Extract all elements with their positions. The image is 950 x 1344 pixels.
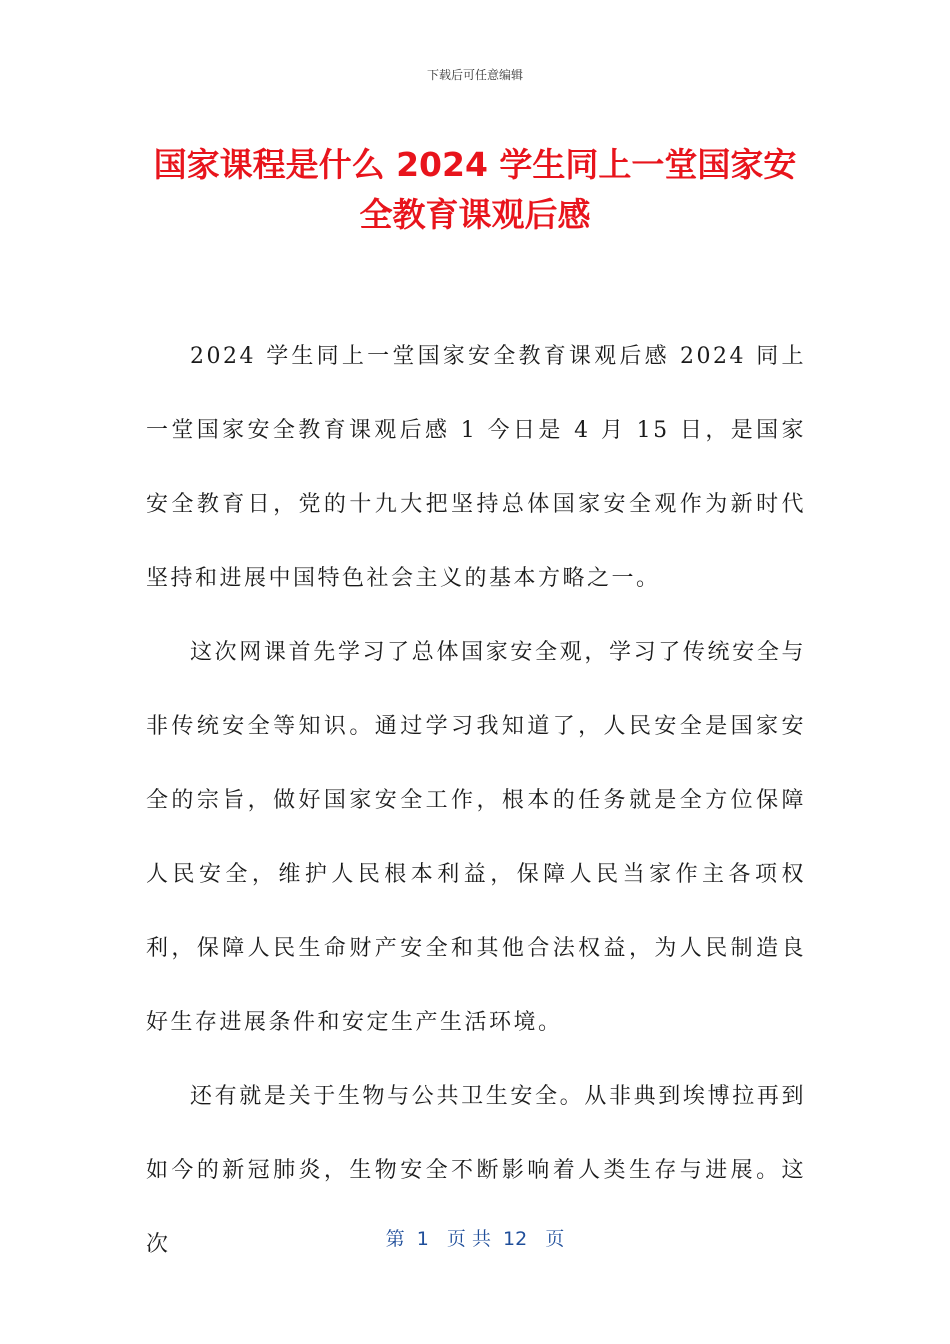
document-body xyxy=(146,320,806,1282)
document-title: 国家课程是什么 2024 学生同上一堂国家安全教育课观后感 xyxy=(153,145,797,234)
paragraph-3: 还有就是关于生物与公共卫生安全。从非典到埃博拉再到如今的新冠肺炎，生物安全不断影响着人类生存与进展。这次 xyxy=(146,1084,806,1257)
header-note: 下载后可任意编辑 xyxy=(426,68,523,82)
paragraph-2: 这次网课首先学习了总体国家安全观，学习了传统安全与非传统安全等知识。通过学习我知道了，人民安全是国家安全的宗旨，做好国家安全工作，根本的任务就是全方位保障人民安全，维护人民根本利益，保障人民当家作主各项权利，保障人民生命财产安全和其他合法权益，为人民制造良好生存进展条件和安定生产生活环境。 xyxy=(146,640,806,1035)
paragraph-1: 2024 学生同上一堂国家安全教育课观后感 2024 同上一堂国家安全教育课观后感 1 今日是 4 月 15 日，是国家安全教育日，党的十九大把坚持总体国家安全观作为新时代坚持和进展中国特色社会主义的基本方略之一。 xyxy=(146,344,806,591)
page-footer: 第 1 页 共 12 页 xyxy=(385,1228,565,1250)
